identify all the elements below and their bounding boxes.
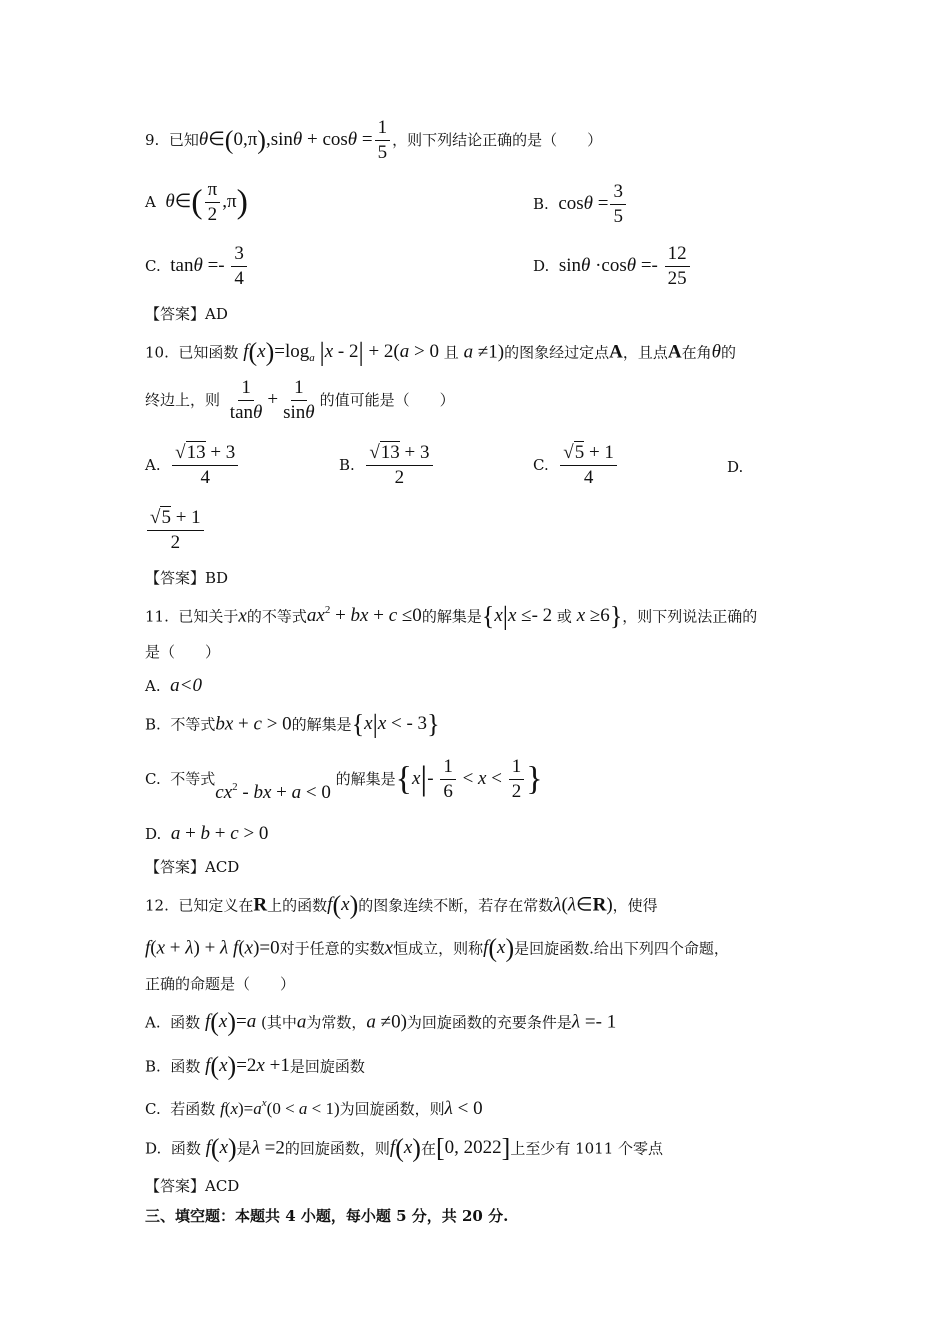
q12-stem-line1: 12. 已知定义在R上的函数f(x)的图象连续不断，若存在常数λ(λ∈R)，使得 bbox=[145, 891, 658, 920]
q12-option-a: A. 函数 f(x)=a (其中a为常数，a ≠0)为回旋函数的充要条件是λ =- 1 bbox=[145, 1008, 617, 1037]
q11-option-b: B. 不等式bx + c > 0的解集是{x|x < - 3} bbox=[145, 710, 440, 739]
q11-answer: 【答案】ACD bbox=[145, 858, 240, 876]
q10-option-d-value: $\frac{√5 + 1}{2}$ bbox=[145, 508, 206, 553]
q11-option-d: D. a + b + c > 0 bbox=[145, 823, 269, 844]
q12-number: 12. bbox=[145, 896, 169, 915]
q12-option-c: C. 若函数 $f(x)=a^x(0 < a < 1)$为回旋函数，则λ < 0 bbox=[145, 1097, 483, 1119]
q9-answer: 【答案】AD bbox=[145, 305, 228, 323]
q10-option-a: A. $\frac{√13 + 3}{4}$ bbox=[145, 443, 240, 488]
q9-stem: 9. 已知θ∈(0,π),sinθ + cosθ = $\frac{1}{5}$ ，则下列结论正确的是（ ） bbox=[145, 117, 603, 163]
q11-stem-line2: 是（ ） bbox=[145, 643, 221, 661]
q9-option-d: D. sinθ ·cosθ =- $\frac{12}{25}$ bbox=[533, 244, 692, 289]
q12-stem-line2: f(x + λ) + λ f(x)=0对于任意的实数x恒成立，则称f(x)是回旋函数.给出下列四个命题， bbox=[145, 934, 729, 963]
q9-condition-math: θ∈(0,π),sinθ + cosθ = $\frac{1}{5}$ bbox=[199, 129, 392, 150]
q9-option-a: A θ∈( $\frac{\pi}{2}$ ,π) bbox=[145, 179, 248, 225]
q9-option-b: B. cosθ = $\frac{3}{5}$ bbox=[533, 182, 628, 227]
q11-option-a: A. a<0 bbox=[145, 675, 202, 696]
q10-number: 10. bbox=[145, 343, 169, 362]
q12-answer: 【答案】ACD bbox=[145, 1177, 240, 1195]
q11-stem-line1: 11. 已知关于x的不等式$ax^2$ + bx + c ≤0的解集是{x|x ≤- 2 或 x ≥6}，则下列说法正确的 bbox=[145, 602, 758, 631]
q12-stem-line3: 正确的命题是（ ） bbox=[145, 975, 296, 993]
q9-option-c: C. tanθ =- $\frac{3}{4}$ bbox=[145, 244, 249, 289]
q10-option-c: C. $\frac{√5 + 1}{4}$ bbox=[533, 443, 619, 488]
q9-number: 9. bbox=[145, 130, 160, 149]
q12-option-b: B. 函数 f(x)=2x +1是回旋函数 bbox=[145, 1052, 365, 1081]
section-heading-fill-in: 三、填空题：本题共 4 小题，每小题 5 分，共 20 分. bbox=[145, 1207, 509, 1225]
q10-stem-line2: 终边上，则 $\frac{1}{\tan\theta}$ + $\frac{1}{\sin\theta}$ 的值可能是（ ） bbox=[145, 377, 455, 423]
q10-option-d: D. bbox=[727, 458, 744, 476]
q12-option-d: D. 函数 f(x)是λ =2的回旋函数，则f(x)在[0, 2022]上至少有 1011 个零点 bbox=[145, 1134, 664, 1163]
q11-option-c: C. 不等式$cx^2$ - bx + a < 0 的解集是{x|- $\frac{1}{6}$ < x < $\frac{1}{2}$ } bbox=[145, 756, 543, 803]
q10-answer: 【答案】BD bbox=[145, 569, 229, 587]
q11-number: 11. bbox=[145, 607, 169, 626]
q10-option-b: B. $\frac{√13 + 3}{2}$ bbox=[339, 443, 435, 488]
q10-stem-line1: 10. 已知函数 $f(x)=\log_a$ |x - 2| + 2(a > 0 且 a ≠1)的图象经过定点A，且点A在角θ的 bbox=[145, 338, 736, 367]
